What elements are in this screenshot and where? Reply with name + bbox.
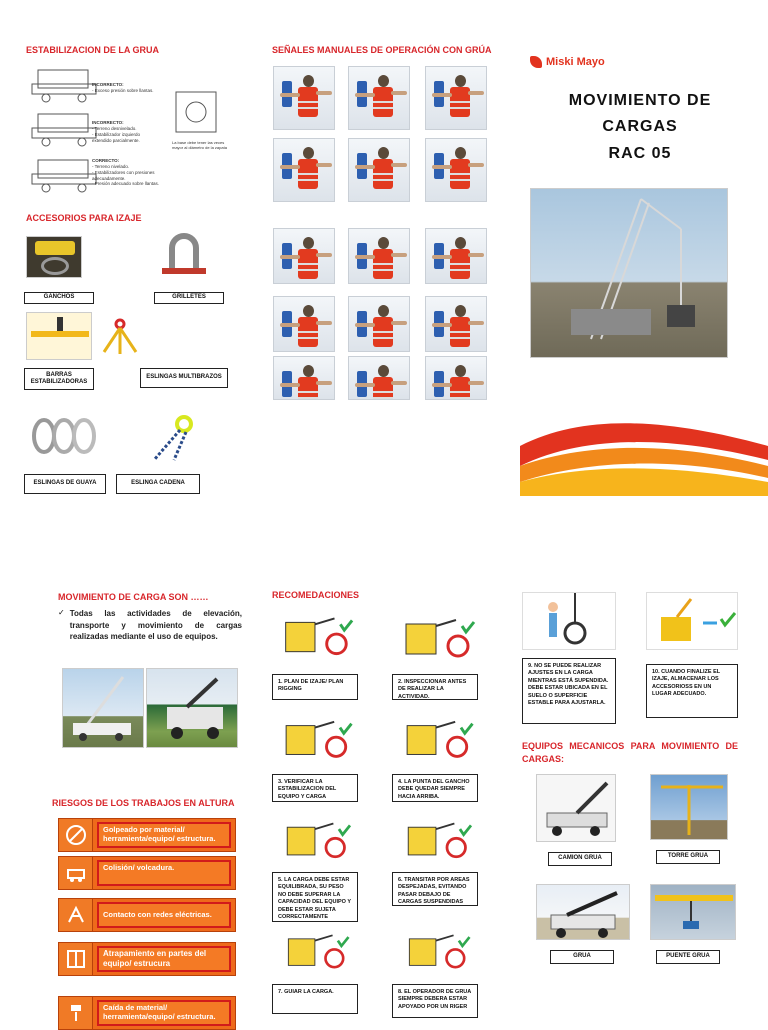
estab-item-3-heading: CORRECTO:	[92, 158, 120, 163]
hook-icon	[392, 716, 478, 766]
hand-signal-image	[273, 66, 335, 130]
estabilizacion-diagram	[26, 62, 232, 204]
ganchos-label: GANCHOS	[24, 292, 94, 304]
estab-item-2-line: - Estabilizador izquierdo	[92, 131, 141, 137]
riesgo-text: Atrapamiento en partes del equipo/ estrucura	[97, 946, 231, 972]
riesgo-item	[58, 818, 236, 852]
brand-name: Miski Mayo	[546, 56, 605, 68]
movimiento-title: MOVIMIENTO DE CARGA SON ……	[58, 592, 209, 602]
suspended-load-icon	[392, 818, 478, 866]
barras-label: BARRAS ESTABILIZADORAS	[24, 368, 94, 390]
brand-flame-icon	[530, 56, 542, 68]
recomendaciones-title: RECOMEDACIONES	[272, 590, 360, 600]
movimiento-text: Todas las actividades de elevación, transporte y movimiento de cargas realizadas mediante el uso de equipos.	[69, 609, 242, 642]
hand-signal-image	[348, 138, 410, 202]
hand-signal-image	[273, 296, 335, 352]
brand-logo	[530, 56, 605, 68]
rec-9-image	[522, 592, 616, 650]
hand-signal-image	[273, 138, 335, 202]
eslinga-cadena-image	[144, 414, 208, 464]
eslingas-multibrazos-image	[94, 318, 146, 360]
estab-side-note: La base debe tener las veces mayor al diámetro de la zapata	[172, 140, 227, 150]
hand-signal-image	[348, 66, 410, 130]
torre-grua-image	[650, 774, 728, 840]
grilletes-label: GRILLETES	[154, 292, 224, 304]
ganchos-image	[26, 236, 82, 278]
hand-signal-image	[273, 228, 335, 284]
hand-signal-image	[425, 228, 487, 284]
riesgo-item	[58, 856, 236, 890]
falling-material-icon	[59, 997, 93, 1029]
hand-signal-image	[425, 66, 487, 130]
riesgo-item	[58, 942, 236, 976]
recomendacion-text: 4. LA PUNTA DEL GANCHO DEBE QUEDAR SIEMPRE HACIA ARRIBA.	[392, 774, 478, 802]
riesgo-item	[58, 996, 236, 1030]
estab-item-2-line: extendido parcialmente.	[92, 137, 140, 143]
torre-grua-label: TORRE GRUA	[656, 850, 720, 864]
movimiento-photo-2	[146, 668, 238, 748]
cover-swoosh	[520, 416, 768, 496]
grilletes-image	[156, 232, 212, 280]
hand-signal-image	[348, 296, 410, 352]
camion-grua-label: CAMION GRUA	[548, 852, 612, 866]
hand-signal-image	[348, 228, 410, 284]
entrapment-icon	[59, 943, 93, 975]
recomendacion-text: 3. VERIFICAR LA ESTABILIZACION DEL EQUIPO Y CARGA	[272, 774, 358, 802]
estab-item-1-heading: INCORRECTO:	[92, 82, 124, 87]
riesgo-text: Golpeado por material/ herramienta/equipo/ estructura.	[97, 822, 231, 848]
recomendacion-text: 6. TRANSITAR POR AREAS DESPEJADAS, EVITANDO PASAR DEBAJO DE CARGAS SUSPENDIDAS	[392, 872, 478, 906]
cover-title-line-2: CARGAS	[602, 118, 678, 135]
falling-object-icon	[59, 819, 93, 851]
checkmark-icon: ✓	[58, 608, 65, 617]
document-icon	[272, 612, 356, 664]
crane-stability-icon	[272, 716, 356, 766]
rec-9-text: 9. NO SE PUEDE REALIZAR AJUSTES EN LA CARGA MIENTRAS ESTÁ SUPENDIDA. DEBE ESTAR UBICADA EN EL SUELO O SUPERFICIE ESTABLE PARA AJUSTARLA.	[522, 658, 616, 724]
barras-image	[26, 312, 92, 360]
estab-item-3-line: - Estabilizadores con presiones	[92, 169, 155, 175]
hand-signal-image	[425, 296, 487, 352]
hand-signal-image	[273, 356, 335, 400]
puente-grua-label: PUENTE GRUA	[656, 950, 720, 964]
grua-image	[536, 884, 630, 940]
puente-grua-image	[650, 884, 736, 940]
cover-title-line-3: RAC 05	[608, 145, 672, 162]
tag-line-icon	[272, 930, 356, 976]
estab-item-3-line: - Presión adecuado sobre llantas.	[92, 181, 160, 187]
estab-item-3-line: - Terreno nivelado.	[92, 163, 130, 169]
estab-item-2-heading: INCORRECTO:	[92, 120, 124, 125]
hand-signal-image	[348, 356, 410, 400]
movimiento-photo-1	[62, 668, 144, 748]
riesgo-text: Caída de material/ herramienta/equipo/ estructura.	[97, 1000, 231, 1026]
hand-signal-image	[425, 138, 487, 202]
vehicle-rollover-icon	[59, 857, 93, 889]
eslingas-guaya-image	[26, 414, 102, 460]
riesgo-text: Contacto con redes eléctricas.	[97, 902, 231, 928]
estabilizacion-title: ESTABILIZACION DE LA GRUA	[26, 45, 159, 55]
hand-signal-image	[425, 356, 487, 400]
recomendacion-text: 8. EL OPERADOR DE GRUA SIEMPRE DEBERA ESTAR APOYADO POR UN RIGER	[392, 984, 478, 1018]
rec-10-text: 10. CUANDO FINALIZE EL IZAJE, ALMACENAR LOS ACCESORIOSS EN UN LUGAR ADECUADO.	[646, 664, 738, 718]
estab-item-2-line: - Terreno desnivelado.	[92, 125, 137, 131]
accesorios-title: ACCESORIOS PARA IZAJE	[26, 213, 142, 223]
rec-10-image	[646, 592, 738, 650]
estab-item-1-line: - Exceso presión sobre llantas.	[92, 87, 154, 93]
eslingas-guaya-label: ESLINGAS DE GUAYA	[24, 474, 106, 494]
power-line-icon	[59, 899, 93, 931]
eslinga-cadena-label: ESLINGA CADENA	[116, 474, 200, 494]
camion-grua-image	[536, 774, 616, 842]
grua-label: GRUA	[550, 950, 614, 964]
senales-title: SEÑALES MANUALES DE OPERACIÓN CON GRÚA	[272, 45, 492, 55]
eslingas-multibrazos-label: ESLINGAS MULTIBRAZOS	[140, 368, 228, 388]
riesgos-title: RIESGOS DE LOS TRABAJOS EN ALTURA	[52, 798, 235, 808]
recomendacion-text: 7. GUIAR LA CARGA.	[272, 984, 358, 1014]
cover-crane-photo	[530, 188, 728, 358]
cover-title-line-1: MOVIMIENTO DE	[568, 92, 712, 109]
recomendacion-text: 5. LA CARGA DEBE ESTAR EQUILIBRADA, SU PESO NO DEBE SUPERAR LA CAPACIDAD DEL EQUIPO Y DEBE ESTAR SUJETA CORRECTAMENTE	[272, 872, 358, 922]
equipos-title: EQUIPOS MECANICOS PARA MOVIMIENTO DE CARGAS:	[522, 741, 738, 764]
recomendacion-text: 1. PLAN DE IZAJE/ PLAN RIGGING	[272, 674, 358, 700]
inspection-icon	[392, 614, 478, 666]
riesgo-text: Colisión/ volcadura.	[97, 860, 231, 886]
recomendacion-text: 2. INSPECCIONAR ANTES DE REALIZAR LA ACTIVIDAD.	[392, 674, 478, 700]
riesgo-item	[58, 898, 236, 932]
rigger-icon	[392, 930, 478, 976]
estab-item-3-line: adecuadamente.	[92, 175, 126, 181]
balanced-load-icon	[272, 818, 356, 866]
